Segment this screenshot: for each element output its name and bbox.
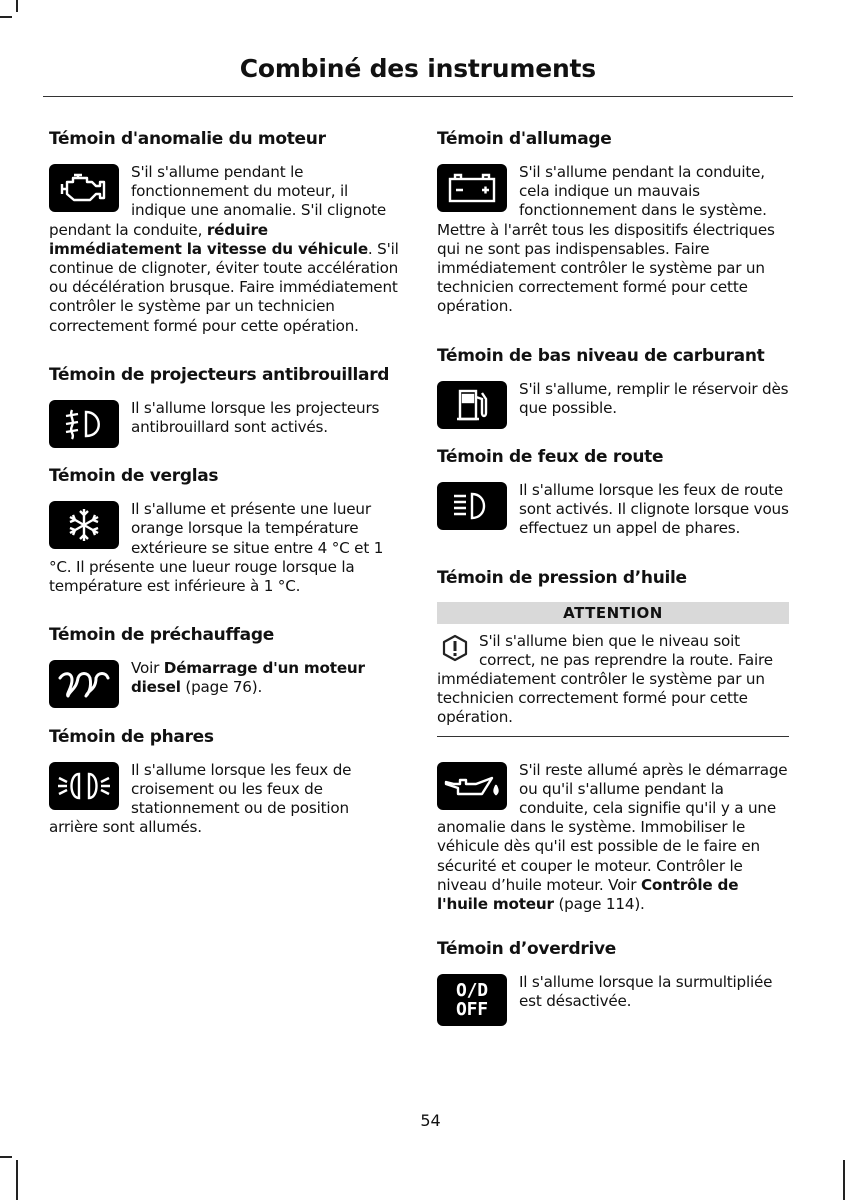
paragraph-text: . S'il continue de clignoter, éviter toute accélération ou décélération brusque. Faire immédiatement contrôler le système par un technicien correctement formé pour cette opération. xyxy=(49,239,399,335)
section-fog-lamps xyxy=(49,366,401,437)
right-column xyxy=(437,130,789,1042)
paragraph-text: Voir xyxy=(131,659,164,678)
paragraph-text: (page 76). xyxy=(180,678,263,697)
section-frost xyxy=(49,467,401,596)
section-title: Témoin d'anomalie du moteur xyxy=(49,129,326,149)
attention-banner: ATTENTION xyxy=(437,602,789,624)
fuel-pump-icon xyxy=(437,381,507,429)
crop-mark-top-left xyxy=(16,0,18,12)
section-glow-plug xyxy=(49,626,401,697)
crop-mark-bottom-left-h xyxy=(0,1156,12,1158)
section-title: Témoin d'allumage xyxy=(437,129,612,149)
page-title: Combiné des instruments xyxy=(239,54,596,83)
section-charging xyxy=(437,130,789,317)
section-title: Témoin de feux de route xyxy=(437,447,664,468)
attention-box xyxy=(437,632,789,737)
side-lights-icon xyxy=(49,762,119,810)
link-reference[interactable]: Démarrage d'un moteur diesel xyxy=(131,659,365,697)
warning-exclamation-icon xyxy=(441,634,469,662)
attention-text: S'il s'allume bien que le niveau soit correct, ne pas reprendre la route. Faire immédiatement contrôler le système par un technicien correctement formé pour cette opération. xyxy=(437,631,773,727)
paragraph-text: Il s'allume lorsque la surmultipliée est désactivée. xyxy=(519,973,773,1011)
section-high-beam xyxy=(437,448,789,539)
section-title: Témoin de verglas xyxy=(49,466,219,487)
paragraph-text: Il s'allume lorsque les feux de croisement ou les feux de stationnement ou de position arrière sont allumés. xyxy=(49,760,352,837)
paragraph-text: S'il reste allumé après le démarrage ou qu'il s'allume pendant la conduite, cela signifie qu'il y a une anomalie dans le système. Immobiliser le véhicule dès qu'il est possible de le faire en sécurité et couper le moteur. Contrôler le niveau d’huile moteur. Voir xyxy=(437,760,788,894)
section-overdrive xyxy=(437,939,789,1021)
section-title: Témoin d’overdrive xyxy=(437,939,617,960)
crop-mark-top-left-h xyxy=(0,16,12,18)
od-off-icon-label: OFF xyxy=(456,999,488,1021)
emphasis-text: réduire immédiatement la vitesse du véhicule xyxy=(49,220,368,258)
link-reference[interactable]: Contrôle de l'huile moteur xyxy=(437,875,739,914)
section-engine-malfunction xyxy=(49,130,401,336)
section-side-lights xyxy=(49,728,401,838)
title-divider xyxy=(43,96,793,97)
left-column xyxy=(49,130,401,867)
frost-snowflake-icon xyxy=(49,501,119,549)
oil-can-icon xyxy=(437,762,507,810)
front-fog-lamp-icon xyxy=(49,400,119,448)
od-off-icon-label: O/D xyxy=(456,980,488,1002)
section-title: Témoin de pression d’huile xyxy=(437,567,687,588)
glow-plug-icon xyxy=(49,660,119,708)
page-number: 54 xyxy=(420,1111,441,1130)
section-title: Témoin de phares xyxy=(49,726,214,747)
paragraph-text: S'il s'allume pendant le fonctionnement du moteur, il indique une anomalie. S'il clignote pendant la conduite, xyxy=(49,163,387,239)
crop-mark-bottom-left xyxy=(16,1160,18,1200)
od-off-icon xyxy=(437,974,507,1026)
check-engine-icon xyxy=(49,164,119,212)
section-title: Témoin de projecteurs antibrouillard xyxy=(49,364,390,385)
section-oil-pressure xyxy=(437,569,789,915)
paragraph-text: Il s'allume et présente une lueur orange lorsque la température extérieure se situe entre 4 °C et 1 °C. Il présente une lueur rouge lorsque la température est inférieure à 1 °C. xyxy=(49,500,384,596)
paragraph-text: (page 114). xyxy=(553,895,645,914)
paragraph-text: S'il s'allume pendant la conduite, cela indique un mauvais fonctionnement dans le système. Mettre à l'arrêt tous les dispositifs électriques qui ne sont pas indispensables. Faire immédiatement contrôler le système par un technicien correctement formé pour cette opération. xyxy=(437,163,775,316)
section-title: Témoin de préchauffage xyxy=(49,625,274,646)
paragraph-text: Il s'allume lorsque les feux de route sont activés. Il clignote lorsque vous effectuez un appel de phares. xyxy=(519,481,789,538)
crop-mark-bottom-right xyxy=(843,1160,845,1200)
high-beam-icon xyxy=(437,482,507,530)
paragraph-text: Il s'allume lorsque les projecteurs antibrouillard sont activés. xyxy=(131,398,380,437)
paragraph-text: S'il s'allume, remplir le réservoir dès que possible. xyxy=(519,379,789,417)
battery-icon xyxy=(437,164,507,212)
section-title: Témoin de bas niveau de carburant xyxy=(437,345,765,366)
section-low-fuel xyxy=(437,347,789,418)
